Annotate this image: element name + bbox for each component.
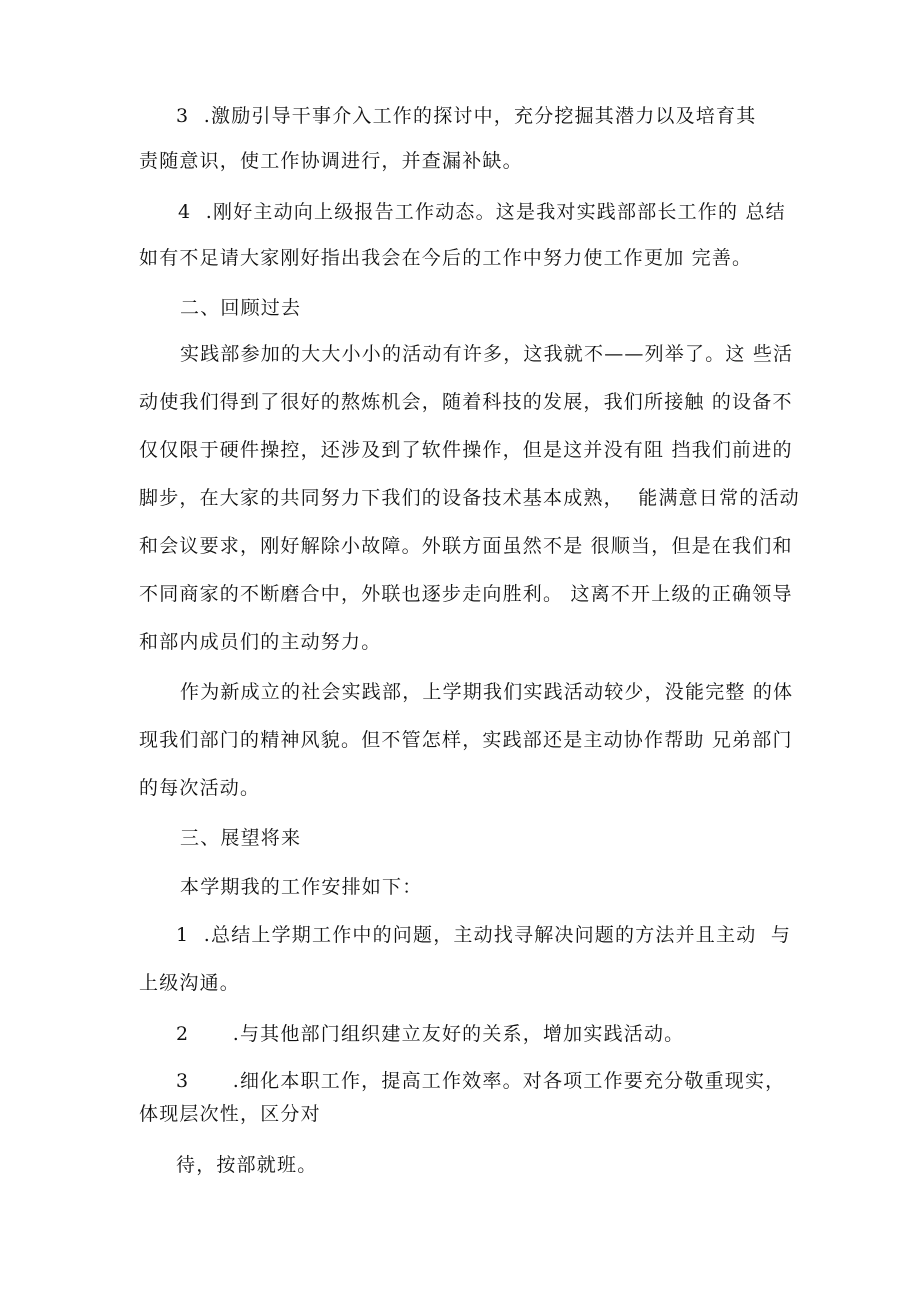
paragraph-line: 仅仅限于硬件操控，还涉及到了软件操作，但是这并没有阻 挡我们前进的 <box>139 439 793 461</box>
paragraph-line: 和会议要求，刚好解除小故障。外联方面虽然不是 很顺当，但是在我们和 <box>139 535 793 557</box>
list-item-line: 上级沟通。 <box>139 972 241 994</box>
paragraph-line: 3 .激励引导干事介入工作的探讨中，充分挖掘其潜力以及培育其 <box>176 105 757 127</box>
section-heading: 二、回顾过去 <box>180 297 302 319</box>
paragraph-line: 责随意识，使工作协调进行，并查漏补缺。 <box>139 150 523 172</box>
paragraph-line: 现我们部门的精神风貌。但不管怎样，实践部还是主动协作帮助 兄弟部门 <box>139 729 793 751</box>
paragraph-line: 不同商家的不断磨合中，外联也逐步走向胜利。 这离不开上级的正确领导 <box>139 583 793 605</box>
paragraph-line: 本学期我的工作安排如下： <box>180 876 423 898</box>
paragraph-line: 的每次活动。 <box>139 777 261 799</box>
list-item-line: 2 .与其他部门组织建立友好的关系，增加实践活动。 <box>176 1023 685 1045</box>
paragraph-line: 如有不足请大家刚好指出我会在今后的工作中努力使工作更加 完善。 <box>139 247 753 269</box>
list-item-line: 体现层次性，区分对 <box>139 1103 321 1125</box>
paragraph-line: 动使我们得到了很好的熬炼机会，随着科技的发展，我们所接触 的设备不 <box>139 391 793 413</box>
list-item-line: 待，按部就班。 <box>176 1154 318 1176</box>
paragraph-line: 4 .刚好主动向上级报告工作动态。这是我对实践部部长工作的 总结 <box>178 201 786 223</box>
paragraph-line: 作为新成立的社会实践部，上学期我们实践活动较少，没能完整 的体 <box>180 681 794 703</box>
paragraph-line: 和部内成员们的主动努力。 <box>139 631 382 653</box>
section-heading: 三、展望将来 <box>180 827 302 849</box>
paragraph-line: 脚步，在大家的共同努力下我们的设备技术基本成熟， 能满意日常的活动 <box>139 487 800 509</box>
paragraph-line: 实践部参加的大大小小的活动有许多，这我就不——列举了。这 些活 <box>180 343 794 365</box>
list-item-line: 3 .细化本职工作，提高工作效率。对各项工作要充分敬重现实， <box>176 1070 786 1092</box>
list-item-line: 1 .总结上学期工作中的问题，主动找寻解决问题的方法并且主动 与 <box>176 924 792 946</box>
